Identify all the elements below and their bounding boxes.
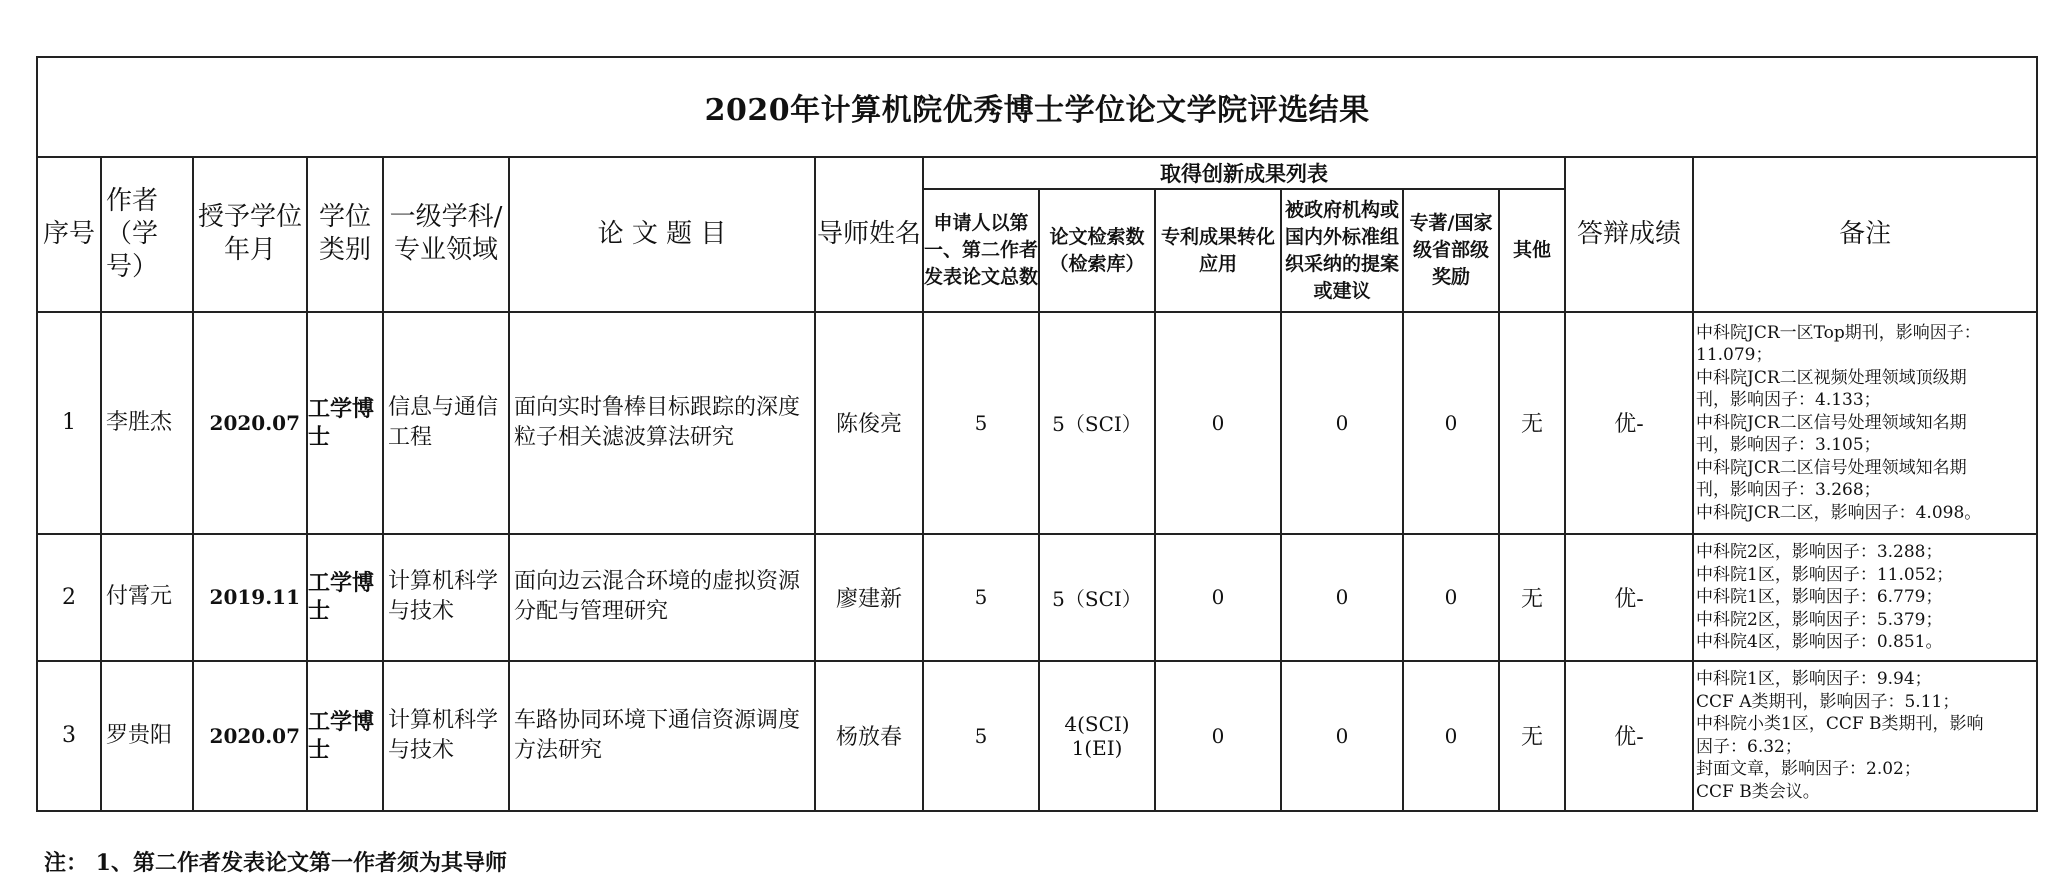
row-defense: 优- [1565, 661, 1693, 811]
note-line: 中科院4区，影响因子：0.851。 [1696, 632, 1943, 653]
note-line: CCF B类会议。 [1696, 781, 1820, 802]
row-author: 李胜杰 [101, 312, 193, 535]
header-notes: 备注 [1693, 157, 2037, 311]
table-row [37, 661, 2037, 811]
row-date: 2020.07 [193, 661, 307, 811]
row-advisor: 陈俊亮 [815, 312, 923, 535]
row-papers: 5 [923, 312, 1039, 535]
indexed-ei: 1(EI) [1071, 735, 1123, 760]
row-papers: 5 [923, 534, 1039, 660]
row-patent: 0 [1155, 534, 1281, 660]
results-table [36, 56, 2038, 812]
note-line: 11.079； [1696, 345, 1773, 366]
row-index: 2 [37, 534, 101, 660]
note-line: 中科院1区，影响因子：11.052； [1696, 564, 1954, 585]
row-defense: 优- [1565, 534, 1693, 660]
header-innovation-group: 取得创新成果列表 [923, 157, 1565, 189]
note-line: 中科院小类1区，CCF B类期刊，影响 [1696, 714, 1984, 735]
row-discipline: 计算机科学与技术 [383, 661, 509, 811]
note-line: 中科院JCR二区视频处理领域顶级期 [1696, 367, 1967, 388]
header-other: 其他 [1499, 189, 1565, 311]
indexed-sci: 4(SCI) [1064, 711, 1130, 736]
row-indexed: 5（SCI） [1039, 534, 1155, 660]
note-line: 刊，影响因子：4.133； [1696, 390, 1881, 411]
table-row [37, 312, 2037, 535]
footnote: 注： 1、第二作者发表论文第一作者须为其导师 [44, 850, 507, 876]
row-author: 付霄元 [101, 534, 193, 660]
note-line: 刊，影响因子：3.268； [1696, 480, 1881, 501]
row-papers: 5 [923, 661, 1039, 811]
row-degree: 工学博士 [307, 312, 383, 535]
row-degree: 工学博士 [307, 534, 383, 660]
row-degree: 工学博士 [307, 661, 383, 811]
row-notes [1693, 312, 2037, 535]
header-defense: 答辩成绩 [1565, 157, 1693, 311]
row-author: 罗贵阳 [101, 661, 193, 811]
row-advisor: 廖建新 [815, 534, 923, 660]
header-papers: 申请人以第一、第二作者发表论文总数 [923, 189, 1039, 311]
header-author: 作者（学号） [101, 157, 193, 311]
row-discipline: 信息与通信工程 [383, 312, 509, 535]
row-other: 无 [1499, 534, 1565, 660]
row-date: 2019.11 [193, 534, 307, 660]
row-indexed: 5（SCI） [1039, 312, 1155, 535]
header-adopted: 被政府机构或国内外标准组织采纳的提案或建议 [1281, 189, 1403, 311]
page-title: 2020年计算机院优秀博士学位论文学院评选结果 [37, 57, 2037, 157]
row-other: 无 [1499, 312, 1565, 535]
note-line: 中科院1区，影响因子：6.779； [1696, 587, 1943, 608]
row-index: 1 [37, 312, 101, 535]
row-notes [1693, 534, 2037, 660]
header-index: 序号 [37, 157, 101, 311]
row-awards: 0 [1403, 534, 1499, 660]
note-line: 中科院JCR一区Top期刊，影响因子： [1696, 322, 1981, 343]
row-thesis: 面向边云混合环境的虚拟资源分配与管理研究 [509, 534, 815, 660]
row-thesis: 车路协同环境下通信资源调度方法研究 [509, 661, 815, 811]
row-index: 3 [37, 661, 101, 811]
row-discipline: 计算机科学与技术 [383, 534, 509, 660]
header-thesis: 论 文 题 目 [509, 157, 815, 311]
row-patent: 0 [1155, 312, 1281, 535]
row-patent: 0 [1155, 661, 1281, 811]
row-awards: 0 [1403, 661, 1499, 811]
note-line: 中科院JCR二区信号处理领域知名期 [1696, 457, 1967, 478]
header-indexed: 论文检索数（检索库） [1039, 189, 1155, 311]
note-line: 中科院2区，影响因子：5.379； [1696, 609, 1943, 630]
row-notes [1693, 661, 2037, 811]
note-line: CCF A类期刊，影响因子：5.11； [1696, 691, 1960, 712]
row-adopted: 0 [1281, 312, 1403, 535]
note-line: 中科院JCR二区信号处理领域知名期 [1696, 412, 1967, 433]
table-row [37, 534, 2037, 660]
row-date: 2020.07 [193, 312, 307, 535]
row-other: 无 [1499, 661, 1565, 811]
note-line: 因子：6.32； [1696, 736, 1802, 757]
header-awards: 专著/国家级省部级奖励 [1403, 189, 1499, 311]
row-awards: 0 [1403, 312, 1499, 535]
header-advisor: 导师姓名 [815, 157, 923, 311]
row-indexed [1039, 661, 1155, 811]
header-patent: 专利成果转化应用 [1155, 189, 1281, 311]
header-degree-date: 授予学位年月 [193, 157, 307, 311]
header-discipline: 一级学科/专业领域 [383, 157, 509, 311]
note-line: 中科院1区，影响因子：9.94； [1696, 669, 1932, 690]
row-adopted: 0 [1281, 661, 1403, 811]
row-defense: 优- [1565, 312, 1693, 535]
note-line: 中科院2区，影响因子：3.288； [1696, 542, 1943, 563]
note-line: 封面文章，影响因子：2.02； [1696, 759, 1921, 780]
header-degree-type: 学位类别 [307, 157, 383, 311]
row-thesis: 面向实时鲁棒目标跟踪的深度粒子相关滤波算法研究 [509, 312, 815, 535]
note-line: 刊，影响因子：3.105； [1696, 435, 1881, 456]
row-advisor: 杨放春 [815, 661, 923, 811]
note-line: 中科院JCR二区，影响因子：4.098。 [1696, 502, 1982, 523]
row-adopted: 0 [1281, 534, 1403, 660]
